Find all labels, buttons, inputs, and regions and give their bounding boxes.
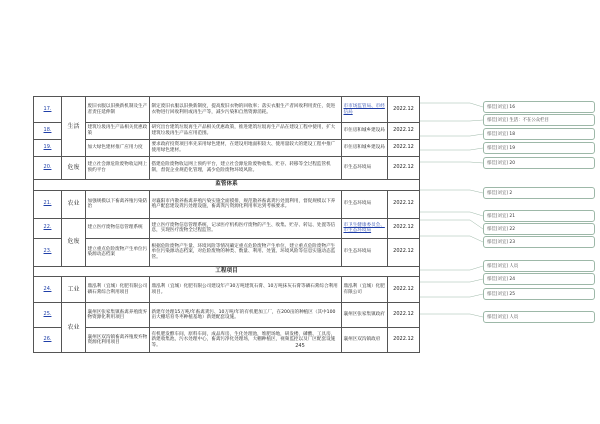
comment-author: 鄢佳[刘宜] [487,277,508,282]
task-cell: 襄州区双沟镇畜禽养殖废弃物资源化利用项目 [86,328,150,353]
comment-note: 21 [509,214,515,219]
task-cell: 建立社会源危险废物收运网上预约平台 [86,157,150,180]
table-row [34,157,420,180]
row-number[interactable]: 18. [34,123,62,140]
table-row [34,238,420,266]
comment-bubble[interactable] [483,311,595,323]
year-cell: 2022.12 [388,238,420,266]
table-row [34,218,420,238]
comment-note: 20 [509,161,515,166]
category-cell: 农业 [62,190,86,218]
comment-note: 18 [509,132,515,137]
comment-note: 人员 [509,315,519,320]
measure-cell: 要求政府投资项目率先采用绿色建材，在建设用地面积较大、使用量较大的建设工程中推广使用绿色建材。 [150,140,342,157]
comment-author: 鄢佳[刘宜] [487,118,508,123]
section-title: 工程项目 [34,266,420,277]
comment-note: 22 [509,227,515,232]
comment-author: 鄢佳[刘宜] [487,105,508,110]
dept-cell: 市生态环境局 [342,190,388,218]
row-number[interactable]: 24. [34,277,62,303]
dept-cell: 市生态环境局 [342,157,388,180]
measure-cell: 搭建危险废物收运网上预约平台，建立社会源危险废物收集、贮存、转移等全过程监管机制，督促企业规范化管理，减少危险废物环境风险。 [150,157,342,180]
row-number[interactable]: 21. [34,190,62,218]
row-number[interactable]: 26. [34,328,62,353]
row-number[interactable]: 20. [34,157,62,180]
dept-cell: 襄州区双沟镇政府 [342,328,388,353]
task-cell: 建立重点危险废物产生单位污染源动态档案 [86,238,150,266]
task-cell: 襄州区张家集镇畜禽养殖废弃物资源化利用项目 [86,303,150,328]
table-row [34,140,420,157]
year-cell: 2022.12 [388,328,420,353]
measure-cell: 根据危险废物产生量、环境风险等情况确定重点危险废物产生单位，建立重点危险废物产生单位污染源动态档案，对危险废物的种类、数量、利用、处置、环境风险等信息实施动态监管。 [150,238,342,266]
row-number[interactable]: 25. [34,303,62,328]
row-number[interactable]: 19. [34,140,62,157]
comment-bubble[interactable] [483,223,595,235]
comment-note: 人员 [509,264,519,269]
row-number[interactable]: 17. [34,97,62,123]
table-row [34,123,420,140]
page-number: 245 [295,343,305,349]
year-cell: 2022.12 [388,218,420,238]
comment-bubble[interactable] [483,142,595,154]
dept-cell: 鼎泓利（宜城）化肥有限公司 [342,277,388,303]
comment-author: 鄢佳[刘宜] [487,227,508,232]
year-cell: 2022.12 [388,190,420,218]
comment-bubble[interactable] [483,210,595,222]
comment-note: 19 [509,146,515,151]
comment-author: 鄢佳[刘宜] [487,292,508,297]
dept-cell: 市住房和城乡建设局 [342,123,388,140]
category-cell: 危废 [62,218,86,266]
comment-note: 24 [509,277,515,282]
section-title: 监管体系 [34,180,420,191]
row-number[interactable]: 22. [34,218,62,238]
measure-cell: 制定废旧衣服以旧换新制度，提高废旧衣物的回收率；落实衣服生产者回收利用责任，促进衣物进行回收利用或再生产等，减少污染和自然资源消耗。 [150,97,342,123]
comment-author: 鄢佳[刘宜] [487,240,508,245]
category-cell: 工业 [62,277,86,303]
dept-cell[interactable]: 市市场监管局、市经信局 [342,97,388,123]
comment-note: 16 [509,105,515,110]
section-row [34,180,420,191]
category-cell: 农业 [62,303,86,353]
comment-author: 鄢佳[刘宜] [487,146,508,151]
table-row [34,190,420,218]
dept-cell[interactable]: 市卫生健康委员会、市生态环境局 [342,218,388,238]
comment-author: 鄢佳[刘宜] [487,264,508,269]
table-row [34,303,420,328]
comment-author: 鄢佳[刘宜] [487,161,508,166]
measure-cell: 新建年处理15万吨/年畜禽粪污、10万吨/年的有机肥加工厂，在200亩的种植区（其中100亩大棚培育冬枣种植基地）新建配套设施。 [150,303,342,328]
task-cell: 建立医疗废物信息管理系统 [86,218,150,238]
table-row [34,97,420,123]
measure-cell: 鼎泓利（宜城）化肥有限公司建设年产30万吨建筑石膏、10万吨抹灰石膏等磷石膏综合利用项目。 [150,277,342,303]
year-cell: 2022.12 [388,157,420,180]
row-number[interactable]: 23. [34,238,62,266]
comment-bubble[interactable] [483,157,595,169]
comment-bubble[interactable] [483,101,595,113]
year-cell: 2022.12 [388,140,420,157]
comment-note: 25 [509,292,515,297]
section-row [34,266,420,277]
year-cell: 2022.12 [388,277,420,303]
year-cell: 2022.12 [388,97,420,123]
task-cell: 鼎泓利（宜城）化肥有限公司磷石膏综合利用项目 [86,277,150,303]
dept-cell: 襄州区张家集镇政府 [342,303,388,328]
dept-cell: 市住房和城乡建设局 [342,140,388,157]
task-cell: 加强规模以下畜禽养殖污染防治 [86,190,150,218]
category-cell: 生活 [62,97,86,157]
dept-cell: 市生态环境局 [342,238,388,266]
comment-bubble[interactable] [483,128,595,140]
measure-cell: 有机肥发酵车间，原料车间，成品库房，生化处理池，堆肥场地，研发楼，磷酸、工具房，新建收集池，污水处理中心，畜禽污净化处理场，大棚种植区，视频监控以及厂区配套设施等。 [150,328,342,353]
comment-bubble[interactable] [483,273,595,285]
comment-note: 23 [509,240,515,245]
task-table [33,96,420,353]
comment-bubble[interactable] [483,288,595,300]
comment-author: 鄢佳[刘宜] [487,315,508,320]
comment-note: 2 [509,191,513,196]
comment-bubble[interactable] [483,260,595,272]
comment-bubble[interactable] [483,236,595,248]
comment-author: 鄢佳[刘宜] [487,132,508,137]
task-cell: 废旧衣服以旧换新机制及生产者责任延伸制 [86,97,150,123]
comment-bubble[interactable] [483,187,595,199]
category-cell: 危废 [62,157,86,180]
year-cell: 2022.12 [388,303,420,328]
comment-note: 生活：不在公众栏目 [509,118,549,123]
comment-author: 鄢佳[刘宜] [487,214,508,219]
comment-author: 鄢佳[刘宜] [487,191,508,196]
task-cell: 建筑垃圾再生产品相关优惠政策 [86,123,150,140]
measure-cell: 对襄阳市内散养畜禽养殖污染实施全面摸排，规范散养畜禽粪污处置利用，督促规模以下养殖户配套建设粪污处理设施，畜禽粪污资源化利用率达到考核要求。 [150,190,342,218]
task-cell: 加大绿色建材推广应用力度 [86,140,150,157]
year-cell: 2022.12 [388,123,420,140]
table-row [34,277,420,303]
measure-cell: 研究出台建筑垃圾再生产品相关优惠政策，推进建筑垃圾再生产品在建设工程中使用，扩大建筑垃圾再生产品应用范围。 [150,123,342,140]
comment-bubble[interactable] [483,114,595,126]
measure-cell: 建立医疗废物信息管理系统，记录医疗机构医疗废物的产生、收集、贮存、转运、处置等信息，实现医疗废物全过程监管。 [150,218,342,238]
